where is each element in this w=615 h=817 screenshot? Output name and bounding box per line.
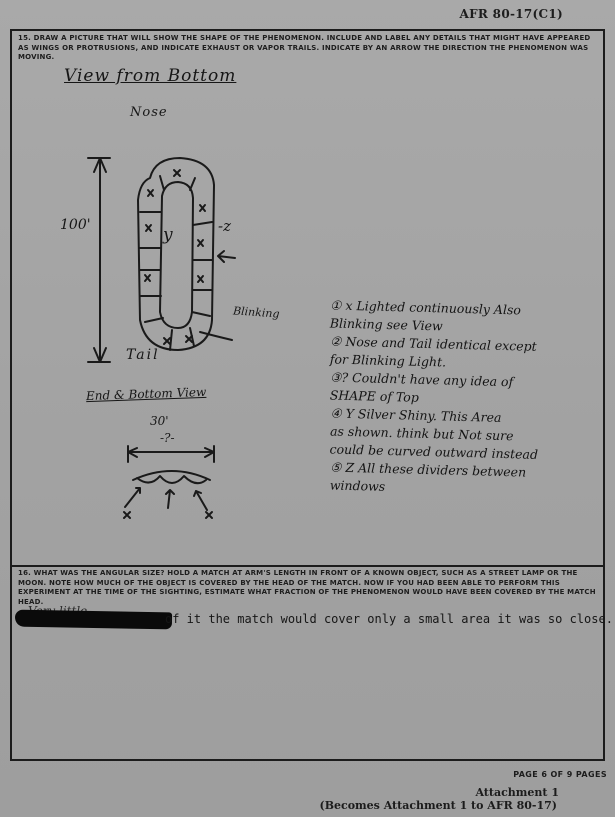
object-outline-inner bbox=[160, 182, 193, 328]
item-15-instruction: 15. DRAW A PICTURE THAT WILL SHOW THE SHAPE OF THE PHENOMENON. INCLUDE AND LABEL ANY DETAILS THAT MIGHT HAVE APPEARED AS WINGS OR PROTRUSIONS, AND INDICATE EXHAUST OR VAPOR TRAILS. INDICATE BY AN ARROW THE DIRECTION THE PHENOMENON WAS MOVING. bbox=[18, 34, 591, 61]
x-mark bbox=[124, 512, 130, 518]
note-3: ③? Couldn't have any idea of SHAPE of Top bbox=[329, 369, 514, 405]
note-2: ② Nose and Tail identical except for Blinking Light. bbox=[329, 333, 537, 370]
width-label: 30' bbox=[150, 414, 169, 428]
end-view-arrow bbox=[194, 491, 207, 510]
blinking-label: Blinking bbox=[232, 304, 280, 321]
end-view-title: End & Bottom View bbox=[85, 384, 207, 404]
form-id: AFR 80-17(C1) bbox=[459, 7, 563, 21]
x-mark bbox=[174, 170, 180, 176]
x-mark bbox=[206, 512, 212, 518]
y-label: y bbox=[163, 225, 173, 245]
x-mark bbox=[164, 338, 170, 344]
page-number: PAGE 6 OF 9 PAGES bbox=[513, 770, 607, 779]
tail-label: Tail bbox=[126, 347, 160, 363]
x-mark bbox=[198, 276, 203, 282]
x-mark bbox=[200, 205, 205, 211]
end-view-shape bbox=[133, 471, 210, 483]
x-mark bbox=[198, 240, 203, 246]
redaction-bar bbox=[15, 610, 172, 630]
z-arrow bbox=[218, 251, 235, 262]
handwritten-notes bbox=[329, 297, 600, 498]
nose-label: Nose bbox=[130, 105, 168, 120]
attachment-label: Attachment 1 bbox=[475, 786, 559, 799]
x-mark bbox=[146, 225, 151, 231]
attachment-reference: (Becomes Attachment 1 to AFR 80-17) bbox=[319, 799, 557, 812]
length-label: 100' bbox=[60, 217, 91, 233]
note-4: ④ Y Silver Shiny. This Area as shown. think but Not sure could be curved outward instead bbox=[329, 405, 539, 462]
note-1: ① x Lighted continuously Also Blinking see View bbox=[329, 297, 522, 334]
item-16-answer: of it the match would cover only a small area it was so close. bbox=[165, 612, 613, 626]
item-16-instruction: 16. WHAT WAS THE ANGULAR SIZE? HOLD A MATCH AT ARM'S LENGTH IN FRONT OF A KNOWN OBJECT, SUCH AS A STREET LAMP OR THE MOON. NOTE HOW MUCH OF THE OBJECT IS COVERED BY THE HEAD OF THE MATCH. NOW IF YOU HAD BEEN ABLE TO PERFORM THIS EXPERIMENT AT THE TIME OF THE SIGHTING, ESTIMATE WHAT FRACTION OF THE PHENOMENON WOULD HAVE BEEN COVERED BY THE MATCH HEAD. bbox=[18, 569, 596, 606]
x-mark bbox=[186, 336, 192, 342]
unknown-mark: -?- bbox=[160, 431, 175, 445]
z-label: -z bbox=[218, 217, 231, 235]
end-view-arrow bbox=[166, 490, 174, 508]
note-5: ⑤ Z All these dividers between windows bbox=[329, 459, 527, 494]
sketch-title: View from Bottom bbox=[64, 66, 237, 86]
dimension-line-length bbox=[88, 158, 110, 362]
end-view-arrow bbox=[125, 488, 140, 507]
window-divider bbox=[192, 222, 212, 316]
dimension-line-width bbox=[128, 446, 214, 462]
x-mark bbox=[145, 275, 150, 281]
x-mark bbox=[148, 190, 153, 196]
